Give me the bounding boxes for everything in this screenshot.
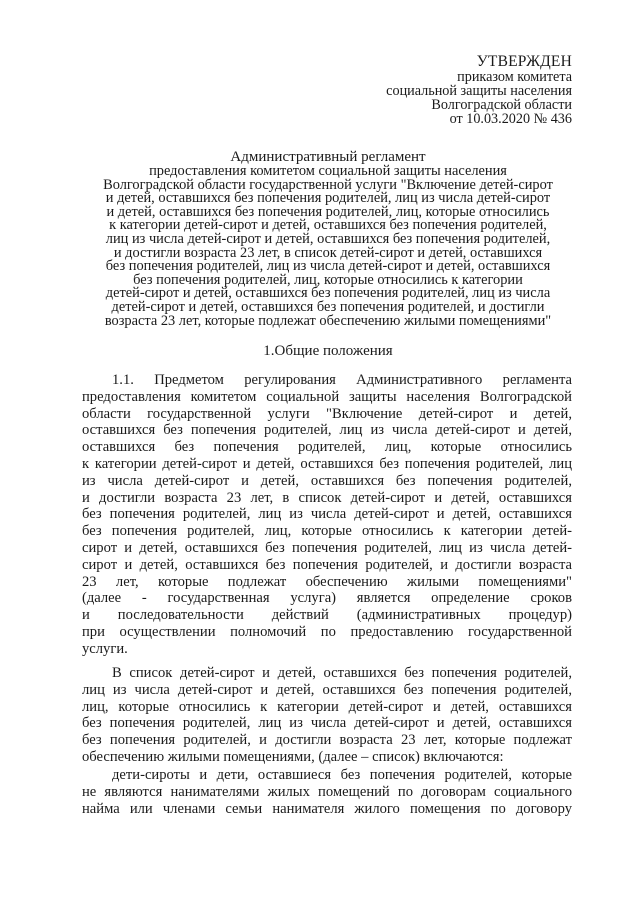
paragraph-line: (далее - государственная услуга) является определение сроков bbox=[82, 590, 572, 607]
paragraph-line: 1.1. Предметом регулирования Административного регламента bbox=[112, 372, 572, 388]
paragraph-line: сирот и детей, оставшихся без попечения родителей, и достигли возраста bbox=[82, 556, 572, 573]
approval-heading: УТВЕРЖДЕН bbox=[476, 53, 572, 70]
paragraph-line: без попечения родителей, лиц из числа детей-сирот и детей, оставшихся bbox=[82, 715, 572, 732]
title-line: без попечения родителей, лиц из числа детей-сирот и детей, оставшихся bbox=[105, 258, 551, 275]
paragraph-line: предоставления комитетом социальной защиты населения Волгоградской bbox=[82, 388, 572, 405]
paragraph-line: оставшихся без попечения родителей, лиц, которые относились bbox=[82, 439, 572, 456]
document-title: Административный регламент bbox=[230, 149, 426, 165]
paragraph-line: и достигли возраста 23 лет, в список детей-сирот и детей, оставшихся bbox=[82, 489, 572, 506]
title-line: детей-сирот и детей, оставшихся без попечения родителей, лиц из числа bbox=[105, 285, 551, 302]
approval-line: Волгоградской области bbox=[431, 97, 572, 113]
paragraph-line: без попечения родителей, и достигли возраста 23 лет, которые подлежат bbox=[82, 732, 572, 749]
paragraph-line: дети-сироты и дети, оставшиеся без попечения родителей, которые bbox=[112, 767, 572, 783]
title-line: без попечения родителей, лиц, которые относились к категории bbox=[133, 271, 523, 288]
paragraph-line: найма или членами семьи нанимателя жилого помещения по договору bbox=[82, 800, 572, 817]
paragraph-line: и последовательности действий (административных процедур) bbox=[82, 607, 572, 624]
paragraph-line: услуги. bbox=[82, 640, 128, 657]
paragraph-line: без попечения родителей, лиц из числа детей-сирот и детей, оставшихся bbox=[82, 506, 572, 523]
paragraph-line: области государственной услуги "Включение детей-сирот и детей, bbox=[82, 405, 572, 422]
title-line: возраста 23 лет, которые подлежат обеспечению жилыми помещениями" bbox=[104, 312, 552, 329]
paragraph-line: при осуществлении полномочий по предоставлению государственной bbox=[82, 623, 572, 640]
paragraph-line: обеспечению жилыми помещениями, (далее – список) включаются: bbox=[82, 748, 504, 765]
paragraph-line: сирот и детей, оставшихся без попечения родителей, лиц из числа детей- bbox=[82, 539, 572, 556]
approval-line: социальной защиты населения bbox=[386, 83, 572, 99]
paragraph-line: без попечения родителей, лиц, которые относились к категории детей- bbox=[82, 523, 572, 540]
title-line: лиц из числа детей-сирот и детей, оставшихся без попечения родителей, bbox=[105, 230, 551, 247]
paragraph-line: 23 лет, которые подлежат обеспечению жилыми помещениями" bbox=[82, 573, 572, 590]
paragraph-line: к категории детей-сирот и детей, оставшихся без попечения родителей, лиц bbox=[82, 455, 572, 472]
section-heading: 1.Общие положения bbox=[263, 343, 393, 359]
regulation-title-block bbox=[78, 150, 578, 328]
title-line: и детей, оставшихся без попечения родителей, лиц из числа детей-сирот bbox=[105, 190, 551, 207]
paragraph-line: оставшихся без попечения родителей, лиц из числа детей-сирот и детей, bbox=[82, 422, 572, 439]
title-line: предоставления комитетом социальной защиты населения bbox=[149, 163, 507, 179]
paragraph-list-intro bbox=[82, 665, 572, 766]
title-line: детей-сирот и детей, оставшихся без попечения родителей, и достигли bbox=[111, 298, 545, 315]
approval-line: приказом комитета bbox=[457, 69, 572, 85]
paragraph-line: из числа детей-сирот и детей, оставшихся без попечения родителей, bbox=[82, 472, 572, 489]
paragraph-1-1 bbox=[82, 372, 572, 658]
approval-block bbox=[292, 54, 572, 126]
title-line: к категории детей-сирот и детей, оставшихся без попечения родителей, bbox=[109, 217, 547, 234]
title-line: Волгоградской области государственной услуги "Включение детей-сирот bbox=[103, 176, 553, 193]
paragraph-line: лиц из числа детей-сирот и детей, оставшихся без попечения родителей, bbox=[82, 681, 572, 698]
paragraph-line: лиц, которые относились к категории детей-сирот и детей, оставшихся bbox=[82, 698, 572, 715]
title-line: и достигли возраста 23 лет, в список детей-сирот и детей, оставшихся bbox=[113, 244, 543, 261]
paragraph-line: не являются нанимателями жилых помещений по договорам социального bbox=[82, 783, 572, 800]
title-line: и детей, оставшихся без попечения родителей, лиц, которые относились bbox=[106, 203, 550, 220]
paragraph-orphans-criteria bbox=[82, 767, 572, 817]
approval-date-number: от 10.03.2020 № 436 bbox=[449, 111, 572, 127]
paragraph-line: В список детей-сирот и детей, оставшихся без попечения родителей, bbox=[112, 665, 572, 681]
